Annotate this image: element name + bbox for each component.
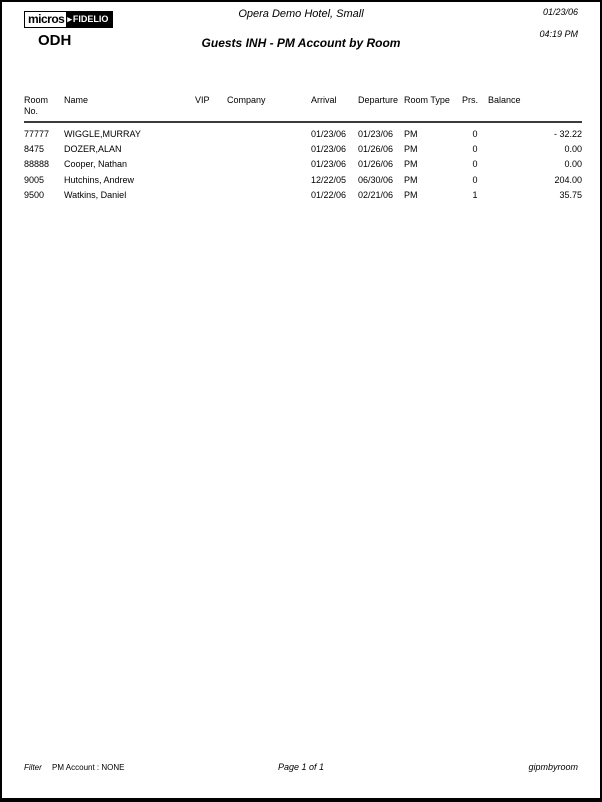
table-row <box>24 189 582 204</box>
table-row <box>24 143 582 158</box>
cell-name: DOZER,ALAN <box>64 143 122 154</box>
cell-balance: 0.00 <box>564 159 582 170</box>
table-row <box>24 158 582 173</box>
cell-room-type: PM <box>404 128 418 139</box>
cell-room-no: 9005 <box>24 174 45 185</box>
cell-vip <box>195 189 227 204</box>
cell-prs: 0 <box>472 174 478 185</box>
cell-name: Hutchins, Andrew <box>64 174 135 185</box>
column-header-name: Name <box>64 94 195 122</box>
hotel-name: Opera Demo Hotel, Small <box>238 8 364 20</box>
cell-departure: 01/23/06 <box>358 128 394 139</box>
cell-name: Cooper, Nathan <box>64 159 128 170</box>
cell-departure: 01/26/06 <box>358 159 394 170</box>
column-header-prs: Prs. <box>462 94 488 122</box>
property-code: ODH <box>38 32 72 49</box>
column-header-arrival: Arrival <box>311 94 358 122</box>
cell-room-no: 8475 <box>24 143 45 154</box>
filter-label: Filter <box>24 763 42 772</box>
cell-company <box>227 143 311 158</box>
cell-company <box>227 122 311 143</box>
cell-balance: 0.00 <box>564 143 582 154</box>
column-header-departure: Departure <box>358 94 404 122</box>
cell-room-type: PM <box>404 143 418 154</box>
cell-vip <box>195 174 227 189</box>
filter-value: PM Account : NONE <box>52 763 125 772</box>
cell-prs: 0 <box>472 143 478 154</box>
cell-vip <box>195 143 227 158</box>
table-header-row <box>24 94 582 122</box>
page-number: Page 1 of 1 <box>277 762 325 772</box>
column-header-room-type: Room Type <box>404 94 462 122</box>
chevron-right-icon: ▸ <box>67 14 72 24</box>
cell-room-type: PM <box>404 190 418 201</box>
column-header-balance: Balance <box>488 94 582 122</box>
cell-prs: 0 <box>472 159 478 170</box>
table-row <box>24 122 582 143</box>
column-header-room-no: Room No. <box>24 94 64 122</box>
cell-departure: 02/21/06 <box>358 190 394 201</box>
print-time: 04:19 PM <box>539 29 578 39</box>
table-body <box>24 122 582 205</box>
cell-arrival: 01/23/06 <box>311 128 347 139</box>
cell-company <box>227 189 311 204</box>
cell-balance: 35.75 <box>559 190 582 201</box>
cell-name: WIGGLE,MURRAY <box>64 128 141 139</box>
cell-prs: 0 <box>472 128 478 139</box>
cell-room-no: 77777 <box>24 128 50 139</box>
cell-departure: 06/30/06 <box>358 174 394 185</box>
cell-name: Watkins, Daniel <box>64 190 127 201</box>
cell-arrival: 12/22/05 <box>311 174 347 185</box>
table-row <box>24 174 582 189</box>
column-header-vip: VIP <box>195 94 227 122</box>
cell-room-type: PM <box>404 159 418 170</box>
guest-accounts-table <box>24 94 582 204</box>
print-date: 01/23/06 <box>542 7 578 17</box>
logo-fidelio-label: FIDELIO <box>72 14 109 24</box>
cell-balance: 204.00 <box>554 174 582 185</box>
cell-room-no: 88888 <box>24 159 50 170</box>
cell-arrival: 01/23/06 <box>311 143 347 154</box>
report-title: Guests INH - PM Account by Room <box>201 36 401 50</box>
cell-arrival: 01/23/06 <box>311 159 347 170</box>
cell-company <box>227 158 311 173</box>
cell-room-type: PM <box>404 174 418 185</box>
cell-arrival: 01/22/06 <box>311 190 347 201</box>
column-header-company: Company <box>227 94 311 122</box>
logo-micros-text: micros <box>25 12 66 27</box>
cell-vip <box>195 122 227 143</box>
cell-balance: - 32.22 <box>553 128 582 139</box>
report-code: gipmbyroom <box>528 762 578 772</box>
cell-company <box>227 174 311 189</box>
cell-room-no: 9500 <box>24 190 45 201</box>
cell-vip <box>195 158 227 173</box>
cell-departure: 01/26/06 <box>358 143 394 154</box>
cell-prs: 1 <box>472 190 478 201</box>
